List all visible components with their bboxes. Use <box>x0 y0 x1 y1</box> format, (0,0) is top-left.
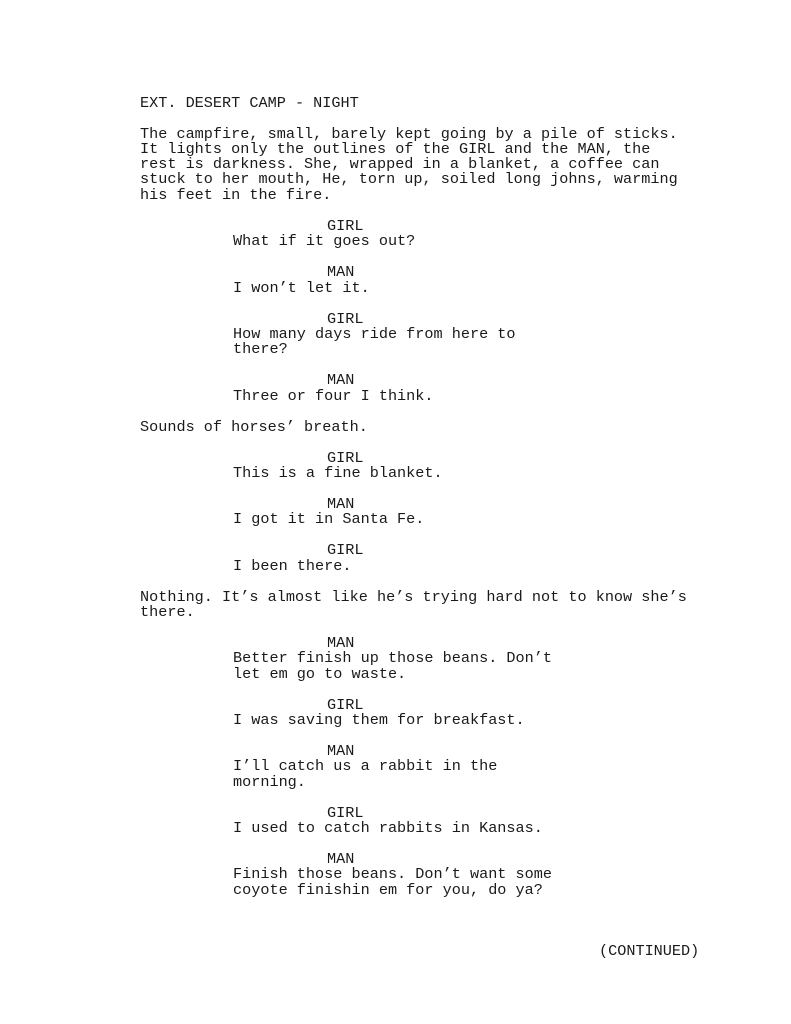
action-line: The campfire, small, barely kept going by a pile of sticks. <box>140 125 678 143</box>
dialogue-line: Better finish up those beans. Don’t <box>233 649 552 667</box>
character-name: MAN <box>327 371 355 389</box>
dialogue-line: I was saving them for breakfast. <box>233 711 525 729</box>
dialogue-line: Three or four I think. <box>233 387 434 405</box>
dialogue-line: How many days ride from here to <box>233 325 516 343</box>
character-name: GIRL <box>327 541 364 559</box>
character-name: GIRL <box>327 310 364 328</box>
character-name: MAN <box>327 634 355 652</box>
action-line: there. <box>140 603 195 621</box>
action-line: rest is darkness. She, wrapped in a blanket, a coffee can <box>140 155 660 173</box>
dialogue-line: coyote finishin em for you, do ya? <box>233 881 543 899</box>
dialogue-line: I used to catch rabbits in Kansas. <box>233 819 543 837</box>
dialogue-line: What if it goes out? <box>233 232 416 250</box>
dialogue-line: morning. <box>233 773 306 791</box>
scene-heading: EXT. DESERT CAMP - NIGHT <box>140 94 359 112</box>
dialogue-line: This is a fine blanket. <box>233 464 443 482</box>
dialogue-line: Finish those beans. Don’t want some <box>233 865 552 883</box>
action-line: his feet in the fire. <box>140 186 332 204</box>
dialogue-line: let em go to waste. <box>233 665 407 683</box>
character-name: MAN <box>327 495 355 513</box>
action-line: Sounds of horses’ breath. <box>140 418 368 436</box>
character-name: GIRL <box>327 217 364 235</box>
dialogue-line: I got it in Santa Fe. <box>233 510 425 528</box>
dialogue-line: I been there. <box>233 557 352 575</box>
character-name: MAN <box>327 850 355 868</box>
dialogue-line: I’ll catch us a rabbit in the <box>233 757 498 775</box>
dialogue-line: there? <box>233 340 288 358</box>
character-name: GIRL <box>327 449 364 467</box>
action-line: stuck to her mouth, He, torn up, soiled long johns, warming <box>140 170 678 188</box>
character-name: MAN <box>327 263 355 281</box>
character-name: GIRL <box>327 696 364 714</box>
continued-marker: (CONTINUED) <box>599 942 700 960</box>
character-name: MAN <box>327 742 355 760</box>
action-line: Nothing. It’s almost like he’s trying hard not to know she’s <box>140 588 687 606</box>
action-line: It lights only the outlines of the GIRL and the MAN, the <box>140 140 651 158</box>
character-name: GIRL <box>327 804 364 822</box>
dialogue-line: I won’t let it. <box>233 279 370 297</box>
